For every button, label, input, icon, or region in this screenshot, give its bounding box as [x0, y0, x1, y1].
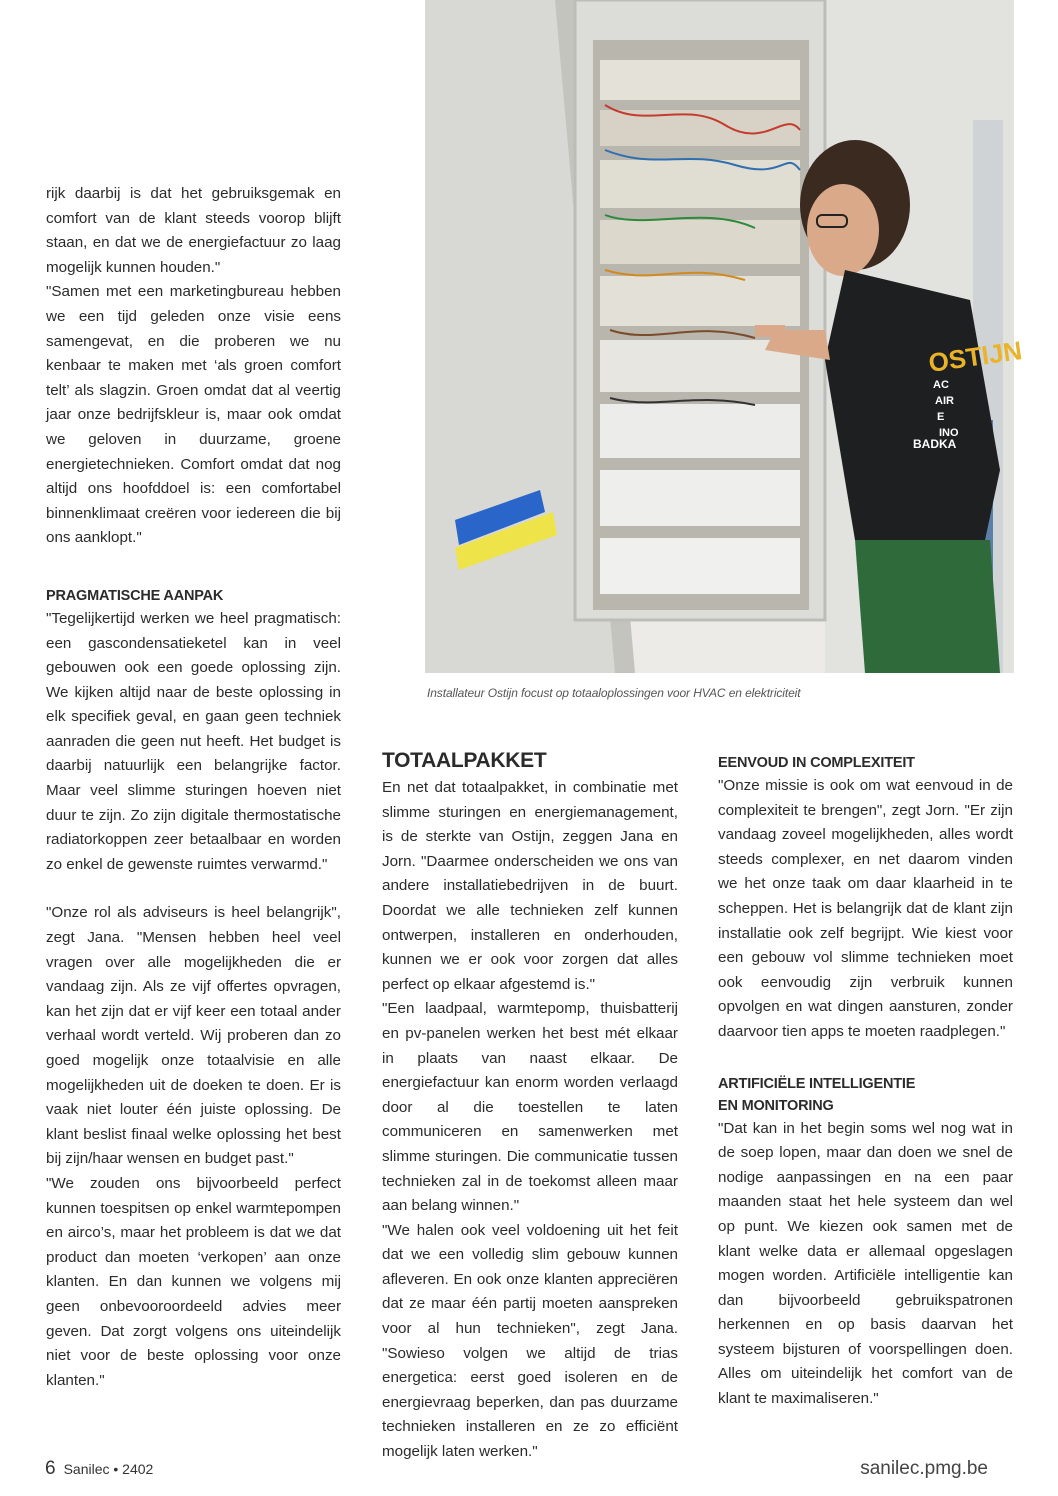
installer-photo-illustration: [425, 0, 1024, 673]
paragraph: rijk daarbij is dat het gebruiksgemak en comfort van de klant steeds voorop blijft staan, en dat we de energiefactuur zo laag mogelijk kunnen houden.": [46, 185, 341, 276]
paragraph: "Onze rol als adviseurs is heel belangrijk", zegt Jana. "Mensen hebben heel veel vragen over alle mogelijkheden die er vandaag zijn. Als ze vijf offertes opvragen, kan het zijn dat er vijf keer een totaal ander verhaal wordt verteld. Wij proberen dan zo goed mogelijk onze totaalvisie en alle mogelijkheden uit de doeken te doen. Er is vaak niet louter één juiste oplossing. De klant beslist finaal welke oplossing het best bij zijn/haar wensen en budget past.": [46, 904, 341, 1168]
shirt-line: AC: [933, 379, 949, 391]
paragraph: "Onze missie is ook om wat eenvoud in de complexiteit te brengen", zegt Jorn. "Er zijn vandaag zoveel mogelijkheden, alles wordt steeds complexer, en net daarom vinden we het onze taak om daar klaarheid in te scheppen. Het is belangrijk dat de klant zijn installatie ook zelf begrijpt. Wie kiest voor een gebouw vol slimme technieken moet ook eenvoudig zijn verbruik kunnen opvolgen en wat dingen aansturen, zonder daarvoor tien apps te moeten raadplegen.": [718, 777, 1013, 1040]
article-photo: [425, 0, 1024, 673]
shirt-line: E: [937, 411, 945, 423]
section-heading: EENVOUD IN COMPLEXITEIT: [718, 755, 915, 771]
shirt-line: INO: [939, 427, 959, 439]
photo-caption: Installateur Ostijn focust op totaaloplossingen voor HVAC en elektriciteit: [427, 686, 801, 700]
paragraph: "Een laadpaal, warmtepomp, thuisbatterij en pv-panelen werken het best mét elkaar in plaats van naast elkaar. De energiefactuur kan enorm worden verlaagd door al die toestellen te laten communiceren en samenwerken met slimme sturingen. Die communicatie tussen technieken zal in de toekomst alleen maar aan belang winnen.": [382, 1000, 678, 1215]
paragraph: "We halen ook veel voldoening uit het feit dat we een volledig slim gebouw kunnen afleveren. En ook onze klanten appreciëren dat ze maar één partij moeten aanspreken voor al hun technieken", zegt Jana. "Sowieso volgen we altijd de trias energetica: eerst goed isoleren en de energievraag beperken, dan pas duurzame technieken installeren en ze zo efficiënt mogelijk laten werken.": [382, 1221, 678, 1461]
section-heading: PRAGMATISCHE AANPAK: [46, 587, 224, 604]
shirt-line: AIR: [935, 395, 954, 407]
magazine-issue: Sanilec • 2402: [63, 1461, 154, 1477]
paragraph: "Dat kan in het begin soms wel nog wat in de soep lopen, maar dan doen we snel de nodige aanpassingen en na een paar maanden staat het hele systeem dan wel op punt. We kiezen ook samen met de klant welke data er allemaal opgeslagen mogen worden. Artificiële intelligentie kan dan bijvoorbeeld gebruikspatronen herkennen en op basis daarvan het systeem bijsturen of voorspellingen doen. Alles om uiteindelijk het comfort van de klant te maximaliseren.": [718, 1119, 1013, 1408]
paragraph: "Tegelijkertijd werken we heel pragmatisch: een gascondensatieketel kan in veel gebouwen ook een goede oplossing zijn. We kijken altijd naar de beste oplossing in elk specifiek geval, en gaan geen techniek aanraden die geen nut heeft. Het budget is daarbij natuurlijk een belangrijke factor. Maar veel slimme sturingen hoeven niet duur te zijn. Zo zijn digitale thermostatische radiatorkoppen zeer betaalbaar en worden zo enkel de gewenste ruimtes verwarmd.": [46, 609, 341, 873]
paragraph: "We zouden ons bijvoorbeeld perfect kunnen toespitsen op enkel warmtepompen en airco’s, maar het probleem is dat we dat product dan moeten ‘verkopen’ aan onze klanten. En dan kunnen we volgens mij geen onbevooroordeeld advies meer geven. Dat zorgt volgens ons uiteindelijk niet voor de beste oplossing voor onze klanten.": [46, 1174, 341, 1389]
page-number: 6: [45, 1458, 56, 1479]
right-column: [718, 752, 1013, 1412]
section-heading: ARTIFICIËLE INTELLIGENTIE: [718, 1075, 916, 1092]
left-column: [46, 182, 341, 1393]
paragraph: "Samen met een marketingbureau hebben we een tijd geleden onze visie eens samengevat, en die proberen we nu kenbaar te maken met ‘als groen comfort telt’ als slagzin. Groen omdat dat al veertig jaar onze bedrijfskleur is, maar ook omdat we geloven in duurzame, groene energietechnieken. Comfort omdat dat nog altijd ons hoofddoel is: een comfortabel binnenklimaat creëren voor iedereen die bij ons aanklopt.": [46, 283, 341, 547]
middle-column: [382, 748, 678, 1465]
shirt-logo: OSTIJN: [926, 335, 1024, 378]
section-heading: EN MONITORING: [718, 1097, 834, 1114]
article-subtitle: TOTAALPAKKET: [382, 749, 547, 772]
shirt-subtext: BADKA: [913, 437, 957, 451]
website-link[interactable]: sanilec.pmg.be: [860, 1458, 988, 1479]
paragraph: En net dat totaalpakket, in combinatie met slimme sturingen en energiemanagement, is de sterkte van Ostijn, zeggen Jana en Jorn. "Daarmee onderscheiden we ons van andere installatiebedrijven in de buurt. Doordat we alle technieken zelf kunnen ontwerpen, installeren en onderhouden, kunnen we er ook voor zorgen dat alles perfect op elkaar afgestemd is.": [382, 779, 678, 993]
page-footer: [45, 1458, 153, 1480]
